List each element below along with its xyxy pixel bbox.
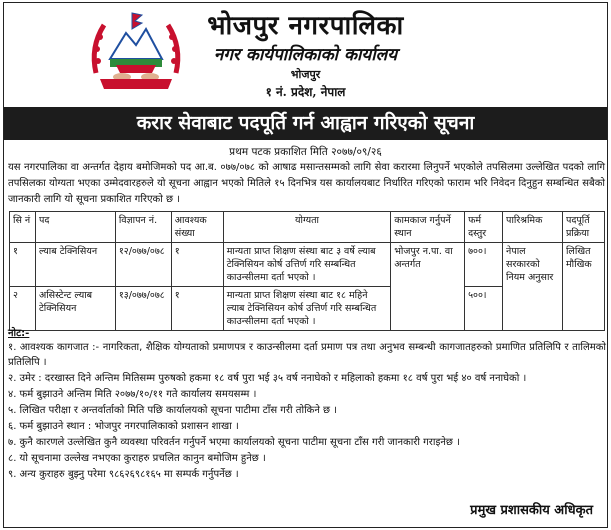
cell-post: असिस्टेन्ट ल्याब टेक्निसियन [35, 287, 115, 331]
note-item: ५. लिखित परीक्षा र अन्तर्वार्ताको मिति पछि कार्यालयको सूचना पाटीमा टाँस गरी तोकिने छ । [8, 405, 338, 416]
office-name: नगर कार्यपालिकाको कार्यालय [213, 45, 398, 65]
cell-fee: ५००। [465, 287, 503, 331]
note-item: १. आवश्यक कागजात :- नागरिकता, शैक्षिक योग्यताको प्रमाणपत्र र काउन्सीलमा दर्ता प्रमाण पत्र तथा अनुभव सम्बन्धी कागजातहरुको प्रमाणित प्रतिलिपि र तालिमको प्रतिलिपि । [8, 342, 606, 368]
col-header-fee: फर्म दस्तुर [465, 212, 503, 243]
signatory-title: प्रमुख प्रशासकीय अधिकृत [470, 503, 593, 518]
cell-sn: २ [10, 287, 36, 331]
col-header-post: पद [35, 212, 115, 243]
col-header-process: पदपूर्ति प्रक्रिया [562, 212, 604, 243]
notice-title-banner: करार सेवाबाट पदपूर्ति गर्न आह्वान गरिएको सूचना [4, 107, 607, 140]
col-header-ad-no: विज्ञापन नं. [115, 212, 171, 243]
col-header-qualification: योग्यता [223, 212, 391, 243]
note-item: ९. अन्य कुराहरु बुझ्नु परेमा ९८६२६९८१६५ मा सम्पर्क गर्नुपर्नेछ । [8, 469, 239, 480]
note-item: ४. फर्म बुझाउने अन्तिम मिति २०७७/१०/११ गते कार्यालय समयसम्म । [8, 389, 257, 400]
publish-date: प्रथम पटक प्रकाशित मिति २०७७/०९/२६ [229, 146, 382, 158]
cell-count: १ [171, 243, 223, 287]
table-header-row [10, 212, 605, 243]
cell-post: ल्याब टेक्निसियन [35, 243, 115, 287]
district-name: भोजपुर [290, 68, 321, 81]
cell-sn: १ [10, 243, 36, 287]
cell-location: भोजपुर न.पा. वा अन्तर्गत [391, 243, 465, 331]
notes-title: नोट:- [8, 328, 30, 339]
col-header-remuneration: पारिश्रमिक [503, 212, 563, 243]
col-header-count: आवश्यक संख्या [171, 212, 223, 243]
cell-ad-no: १२/०७७/०७८ [115, 243, 171, 287]
table-row [10, 243, 605, 287]
note-item: ६. फर्म बुझाउने स्थान : भोजपुर नगरपालिकाको प्रशासन शाखा । [8, 421, 239, 432]
notes-section [8, 325, 606, 483]
note-item: ८. यो सूचनामा उल्लेख नभएका कुराहरु प्रचलित कानुन बमोजिम हुनेछ । [8, 453, 266, 464]
municipality-name: भोजपुर नगरपालिका [207, 11, 404, 41]
cell-fee: ७००। [465, 243, 503, 287]
vacancy-table [9, 211, 605, 331]
province-line: १ नं. प्रदेश, नेपाल [265, 85, 346, 99]
col-header-location: कामकाज गर्नुपर्ने स्थान [391, 212, 465, 243]
cell-remuneration: नेपाल सरकारको नियम अनुसार [503, 243, 563, 331]
note-item: ७. कुनै कारणले उल्लेखित कुनै व्यवस्था परिवर्तन गर्नुपर्ने भएमा कार्यालयको सूचना पाटीमा सूचना टाँस गरी जानकारी गराइनेछ । [8, 437, 460, 448]
letterhead [4, 3, 607, 107]
notice-page [3, 2, 608, 528]
intro-paragraph: यस नगरपालिका वा अन्तर्गत देहाय बमोजिमको पद आ.ब. ०७७/०७८ को आषाढ मसान्तसम्मको लागि सेवा करारमा लिनुपर्ने भएकोले तपसिलमा उल्लेखित पदको लागि तपसिलका योग्यता भएका उम्मेदवारहरुले यो सूचना आह्वान भएको मितिले १५ दिनभित्र यस कार्यालयबाट निर्धारित गरिएको फाराम भरि निवेदन दिनुहुन सम्बन्धित सबैको जानकारी लागि यो सूचना प्रकाशित गरिएको छ । [8, 162, 605, 205]
cell-count: १ [171, 287, 223, 331]
notes-list [8, 340, 606, 482]
cell-ad-no: १३/०७७/०७८ [115, 287, 171, 331]
cell-qualification: मान्यता प्राप्त शिक्षण संस्था बाट १८ महिने ल्याब टेक्निसियन कोर्ष उत्तिर्ण गरि सम्बन्धित काउन्सीलमा दर्ता भएको । [223, 287, 391, 331]
col-header-sn: सि नं [10, 212, 36, 243]
cell-qualification: मान्यता प्राप्त शिक्षण संस्था बाट ३ वर्षे ल्याब टेक्निसियन कोर्ष उत्तिर्ण गरि सम्बन्धित काउन्सीलमा दर्ता भएको । [223, 243, 391, 287]
note-item: २. उमेर : दरखास्त दिने अन्तिम मितिसम्म पुरुषको हकमा १८ वर्ष पुरा भई ३५ वर्ष ननाघेको र महिलाको हकमा १८ वर्ष पुरा भई ४० वर्ष ननाघेको । [8, 373, 527, 384]
cell-process: लिखित मौखिक [562, 243, 604, 331]
